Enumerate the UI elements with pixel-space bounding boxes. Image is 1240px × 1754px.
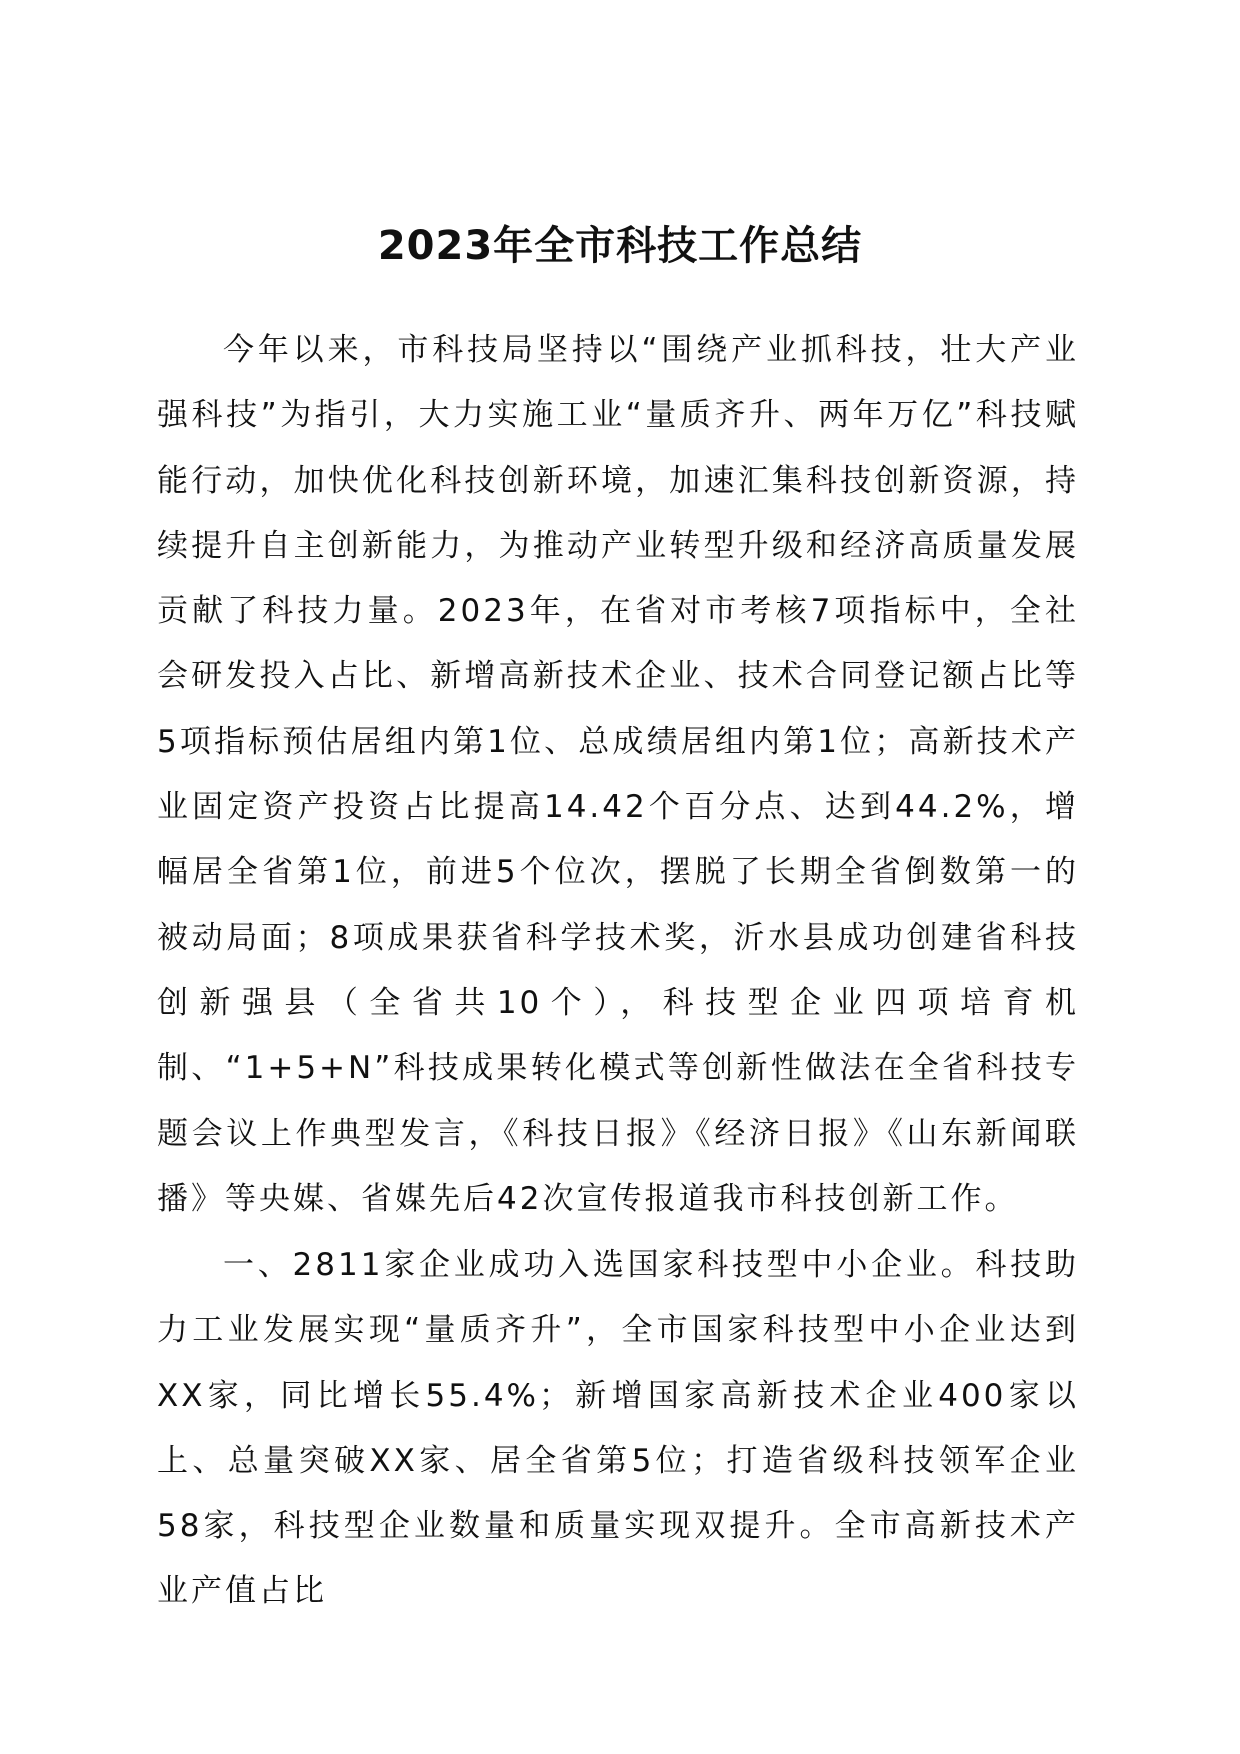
document-title: 2023年全市科技工作总结 [377, 223, 863, 269]
paragraph-intro: 今年以来，市科技局坚持以“围绕产业抓科技，壮大产业强科技”为指引，大力实施工业“量质齐升、两年万亿”科技赋能行动，加快优化科技创新环境，加速汇集科技创新资源，持续提升自主创新能力，为推动产业转型升级和经济高质量发展贡献了科技力量。2023年，在省对市考核7项指标中，全社会研发投入占比、新增高新技术企业、技术合同登记额占比等5项指标预估居组内第1位、总成绩居组内第1位；高新技术产业固定资产投资占比提高14.42个百分点、达到44.2%，增幅居全省第1位，前进5个位次，摆脱了长期全省倒数第一的被动局面；8项成果获省科学技术奖，沂水县成功创建省科技创新强县（全省共10个），科技型企业四项培育机制、“1+5+N”科技成果转化模式等创新性做法在全省科技专题会议上作典型发言，《科技日报》《经济日报》《山东新闻联播》等央媒、省媒先后42次宣传报道我市科技创新工作。 [157, 332, 1079, 1217]
paragraph-section-one: 一、2811家企业成功入选国家科技型中小企业。科技助力工业发展实现“量质齐升”，全市国家科技型中小企业达到XX家，同比增长55.4%；新增国家高新技术企业400家以上、总量突破XX家、居全省第5位；打造省级科技领军企业58家，科技型企业数量和质量实现双提升。全市高新技术产业产值占比 [157, 1247, 1079, 1610]
